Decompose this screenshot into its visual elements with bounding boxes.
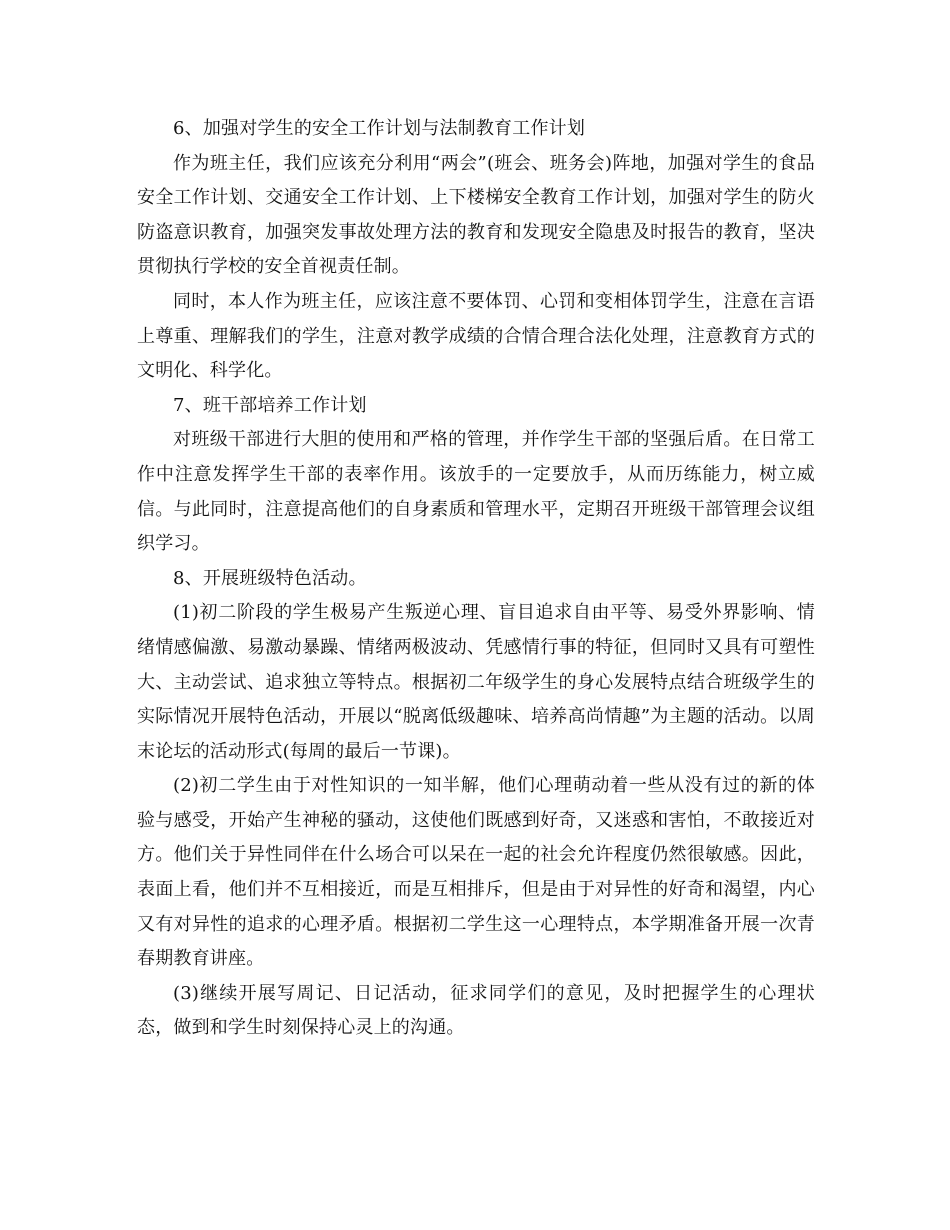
- section-heading-7: 7、班干部培养工作计划: [173, 394, 367, 416]
- section-heading-8: 8、开展班级特色活动。: [173, 567, 367, 589]
- section-heading-6: 6、加强对学生的安全工作计划与法制教育工作计划: [173, 118, 586, 139]
- paragraph-class-cadre: 对班级干部进行大胆的使用和严格的管理，并作学生干部的坚强后盾。在日常工作中注意发挥学生干部的表率作用。该放手的一定要放手，从而历练能力，树立威信。与此同时，注意提高他们的自身素质和管理水平，定期召开班级干部管理会议组织学习。: [137, 429, 815, 555]
- paragraph-safety-plan: 作为班主任，我们应该充分利用“两会”(班会、班务会)阵地，加强对学生的食品安全工作计划、交通安全工作计划、上下楼梯安全教育工作计划，加强对学生的防火防盗意识教育，加强突发事故处理方法的教育和发现安全隐患及时报告的教育，坚决贯彻执行学校的安全首视责任制。: [137, 152, 815, 278]
- paragraph-teacher-conduct: 同时，本人作为班主任，应该注意不要体罚、心罚和变相体罚学生，注意在言语上尊重、理解我们的学生，注意对教学成绩的合情合理合法化处理，注意教育方式的文明化、科学化。: [137, 290, 815, 382]
- document-body: [137, 112, 815, 1046]
- paragraph-activity-2: (2)初二学生由于对性知识的一知半解，他们心理萌动着一些从没有过的新的体验与感受，开始产生神秘的骚动，这使他们既感到好奇，又迷惑和害怕，不敢接近对方。他们关于异性同伴在什么场合可以呆在一起的社会允许程度仍然很敏感。因此，表面上看，他们并不互相接近，而是互相排斥，但是由于对异性的好奇和渴望，内心又有对异性的追求的心理矛盾。根据初二学生这一心理特点，本学期准备开展一次青春期教育讲座。: [137, 775, 815, 970]
- paragraph-activity-3: (3)继续开展写周记、日记活动，征求同学们的意见，及时把握学生的心理状态，做到和学生时刻保持心灵上的沟通。: [137, 982, 815, 1039]
- paragraph-activity-1: (1)初二阶段的学生极易产生叛逆心理、盲目追求自由平等、易受外界影响、情绪情感偏激、易激动暴躁、情绪两极波动、凭感情行事的特征，但同时又具有可塑性大、主动尝试、追求独立等特点。根据初二年级学生的身心发展特点结合班级学生的实际情况开展特色活动，开展以“脱离低级趣味、培养高尚情趣”为主题的活动。以周末论坛的活动形式(每周的最后一节课)。: [137, 602, 815, 762]
